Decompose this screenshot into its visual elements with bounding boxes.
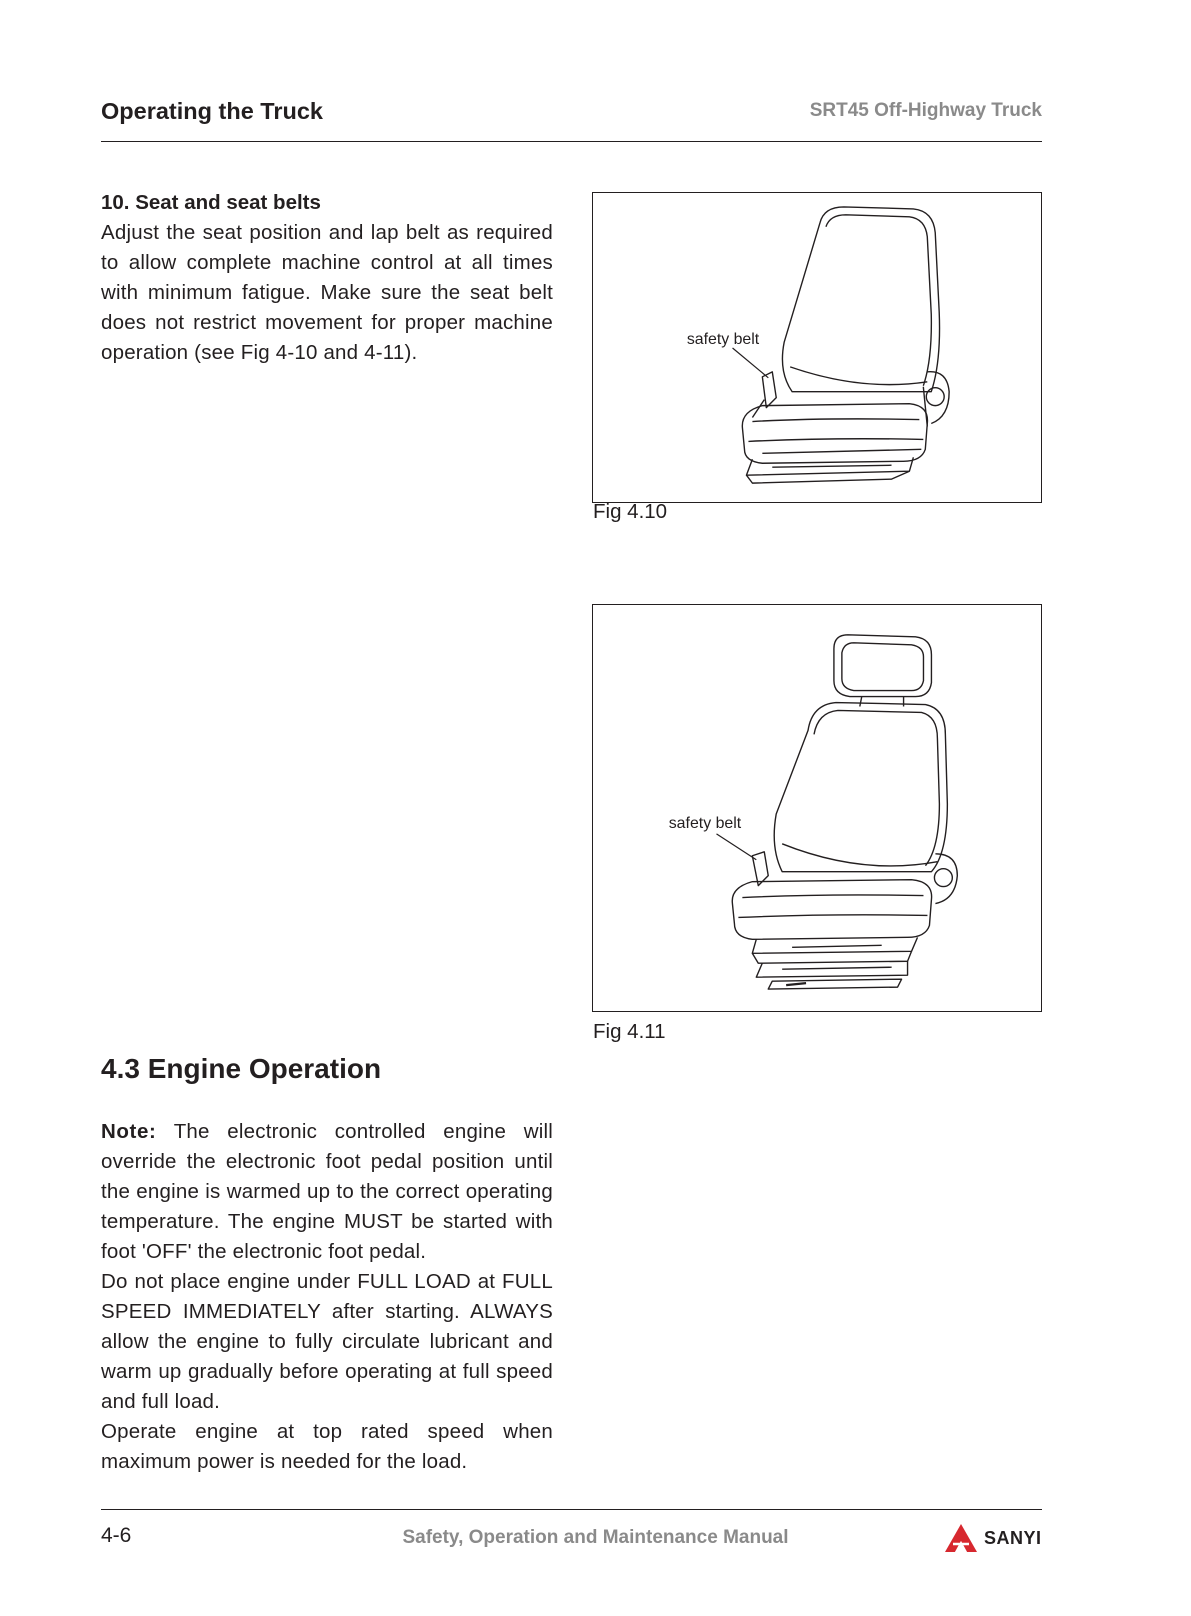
engine-note-paragraph — [101, 1117, 553, 1267]
seat-illustration-1 — [593, 193, 1041, 502]
seat-section-heading: 10. Seat and seat belts — [101, 191, 321, 214]
sanyi-logo-text: SANYI — [984, 1527, 1042, 1548]
note-label: Note: — [101, 1120, 157, 1143]
figure-4-11 — [592, 604, 1042, 1012]
figure-4-10-caption: Fig 4.10 — [593, 500, 668, 523]
footer-manual-title: Safety, Operation and Maintenance Manual — [402, 1527, 789, 1548]
sanyi-logo-icon — [943, 1522, 979, 1554]
engine-paragraph-2: Do not place engine under FULL LOAD at FULL SPEED IMMEDIATELY after starting. ALWAYS allow the engine to fully circulate lubricant and warm up gradually before operating at full speed and full load. — [101, 1270, 553, 1413]
footer-page-number: 4-6 — [101, 1524, 132, 1547]
figure-4-11-caption: Fig 4.11 — [593, 1020, 666, 1043]
figure-4-10-callout: safety belt — [686, 331, 760, 349]
note-text: The electronic controlled engine will override the electronic foot pedal position until the engine is warmed up to the correct operating temperature. The engine MUST be started with foot 'OFF' the electronic foot pedal. — [101, 1120, 553, 1263]
figure-4-11-callout: safety belt — [668, 814, 742, 832]
seat-section — [101, 188, 553, 368]
seat-illustration-2 — [593, 605, 1041, 1011]
figure-4-10 — [592, 192, 1042, 503]
header-product-name: SRT45 Off-Highway Truck — [809, 100, 1042, 121]
seat-section-body: Adjust the seat position and lap belt as required to allow complete machine control at all times with minimum fatigue. Make sure the seat belt does not restrict movement for proper machine operation (see Fig 4-10 and 4-11). — [101, 221, 553, 364]
header-section-title: Operating the Truck — [101, 98, 323, 124]
engine-paragraph-3: Operate engine at top rated speed when maximum power is needed for the load. — [101, 1420, 553, 1473]
engine-section-heading: 4.3 Engine Operation — [101, 1053, 382, 1084]
footer-rule — [101, 1509, 1042, 1510]
engine-section-body — [101, 1117, 553, 1477]
header-rule — [101, 141, 1042, 142]
sanyi-logo — [943, 1522, 1042, 1554]
